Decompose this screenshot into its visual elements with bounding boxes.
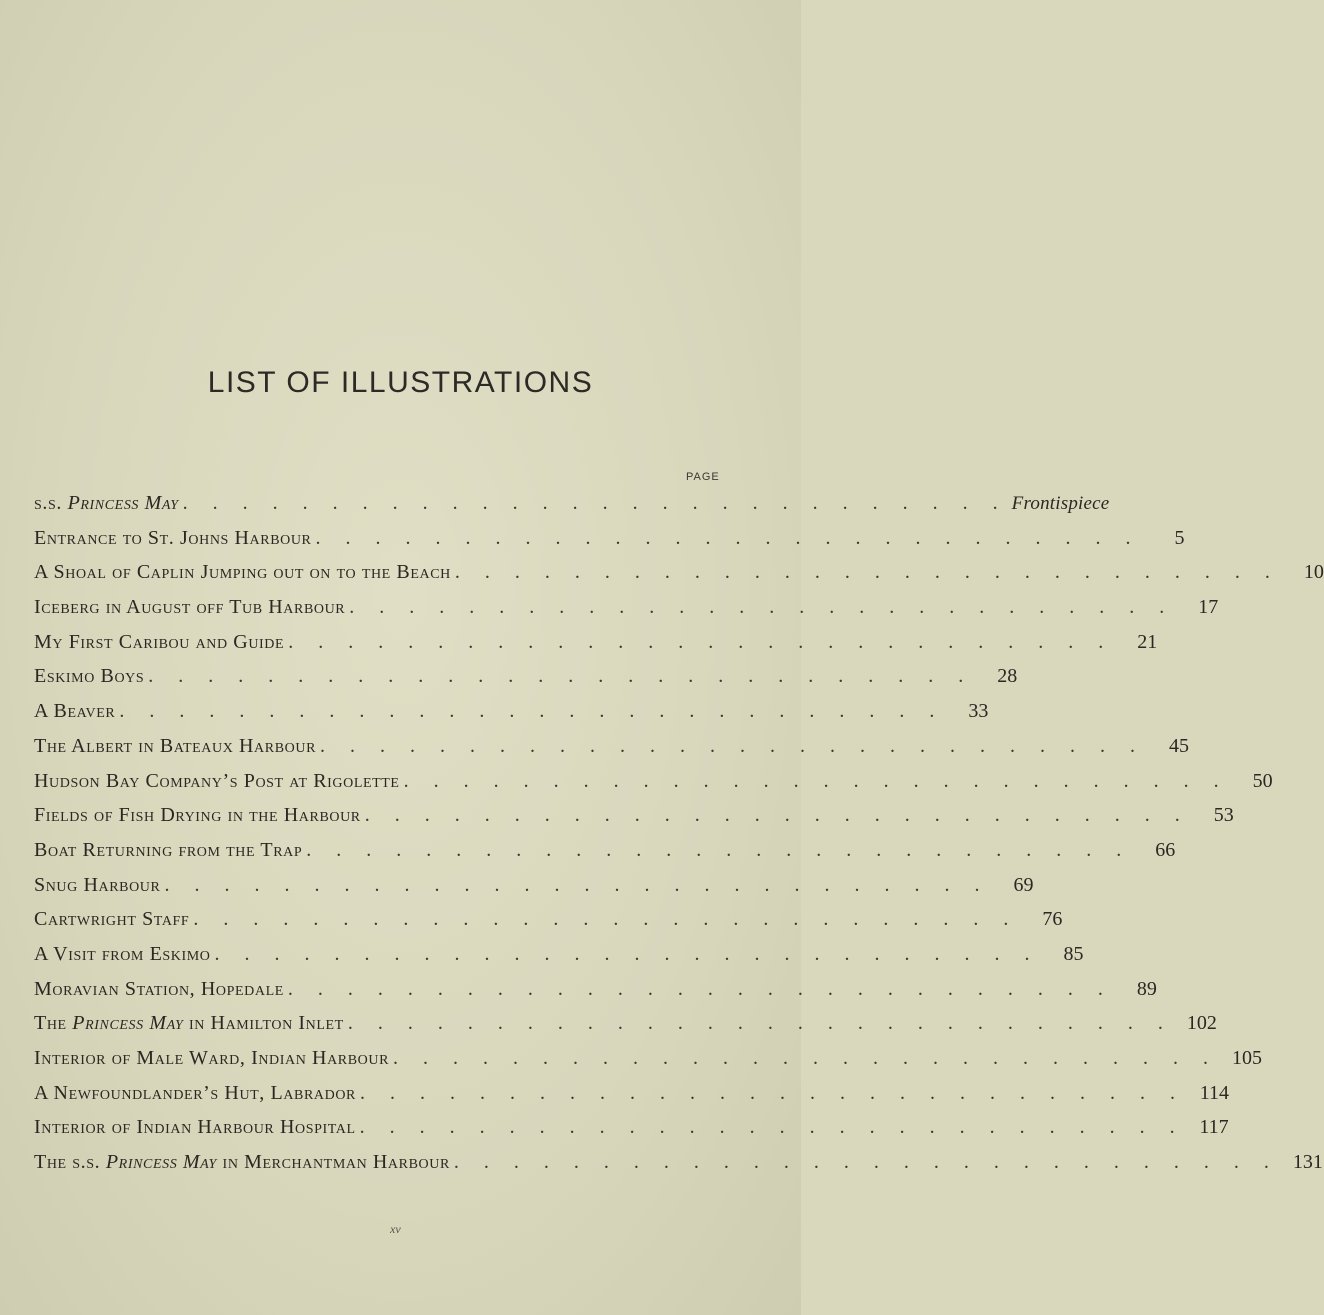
dot-leader: . . . . . . . . . . . . . . . . . . . . . . . . . . . . xyxy=(315,526,1141,549)
page-number: 33 xyxy=(968,700,989,723)
caption: A Beaver xyxy=(34,700,116,723)
dot-leader: . . . . . . . . . . . . . . . . . . . . . . . . . . . . xyxy=(454,561,1280,584)
dot-leader: . . . . . . . . . . . . . . . . . . . . . . . . . . . . xyxy=(453,1151,1279,1174)
list-item xyxy=(34,833,1176,868)
page-number: 131 xyxy=(1292,1151,1323,1174)
caption: A Shoal of Caplin Jumping out on to the Beach xyxy=(34,561,451,584)
list-item xyxy=(34,521,1185,556)
page-number: 5 xyxy=(1174,526,1185,549)
list-item xyxy=(34,590,1219,625)
page-column-header: PAGE xyxy=(686,471,720,483)
dot-leader: . . . . . . . . . . . . . . . . . . . . . . . . . . . . xyxy=(306,838,1132,861)
page-number: 28 xyxy=(997,665,1018,688)
caption: A Visit from Eskimo xyxy=(34,942,211,965)
list-item xyxy=(34,659,1018,694)
caption: The Princess May in Hamilton Inlet xyxy=(34,1012,344,1035)
list-item xyxy=(34,798,1234,833)
list-item xyxy=(34,902,1063,937)
page-number: 117 xyxy=(1199,1116,1229,1139)
dot-leader: . . . . . . . . . . . . . . . . . . . . . . . . . . . . xyxy=(182,492,1008,514)
list-item xyxy=(34,868,1034,903)
page-number: 53 xyxy=(1213,804,1234,827)
dot-leader: . . . . . . . . . . . . . . . . . . . . . . . . . . . . xyxy=(393,1047,1219,1069)
list-item xyxy=(34,937,1084,972)
page-number: 102 xyxy=(1186,1012,1217,1035)
caption: The s.s. Princess May in Merchantman Harbour xyxy=(34,1151,450,1174)
caption: Interior of Indian Harbour Hospital xyxy=(34,1116,356,1139)
dot-leader: . . . . . . . . . . . . . . . . . . . . . . . . . . . . xyxy=(349,596,1175,619)
dot-leader: . . . . . . . . . . . . . . . . . . . . . . . . . . . . xyxy=(287,977,1113,1000)
list-item xyxy=(34,1145,1323,1180)
caption: A Newfoundlander’s Hut, Labrador xyxy=(34,1081,356,1104)
caption: The Albert in Bateaux Harbour xyxy=(34,734,317,757)
caption: Snug Harbour xyxy=(34,873,161,896)
dot-leader: . . . . . . . . . . . . . . . . . . . . . . . . . . . . xyxy=(214,942,1040,965)
caption: Interior of Male Ward, Indian Harbour xyxy=(34,1047,390,1069)
illustrations-list xyxy=(34,486,1324,1180)
caption: Entrance to St. Johns Harbour xyxy=(34,526,312,549)
list-item xyxy=(34,555,1324,590)
dot-leader: . . . . . . . . . . . . . . . . . . . . . . . . . . . . xyxy=(164,873,990,896)
caption: Moravian Station, Hopedale xyxy=(34,977,284,1000)
caption: Cartwright Staff xyxy=(34,908,190,931)
list-item xyxy=(34,694,989,729)
list-item xyxy=(34,972,1157,1007)
list-item xyxy=(34,764,1273,799)
dot-leader: . . . . . . . . . . . . . . . . . . . . . . . . . . . . xyxy=(347,1012,1173,1035)
list-item xyxy=(34,729,1190,764)
page-number: 69 xyxy=(1013,873,1034,896)
page-number: 105 xyxy=(1232,1047,1263,1069)
list-item xyxy=(34,1110,1229,1145)
page-number: 76 xyxy=(1042,908,1063,931)
page-title: LIST OF ILLUSTRATIONS xyxy=(207,366,594,399)
page-number: 17 xyxy=(1198,596,1219,619)
dot-leader: . . . . . . . . . . . . . . . . . . . . . . . . . . . . xyxy=(288,630,1114,653)
caption: Hudson Bay Company’s Post at Rigolette xyxy=(34,769,400,792)
dot-leader: . . . . . . . . . . . . . . . . . . . . . . . . . . . . xyxy=(359,1116,1185,1139)
list-item xyxy=(34,1041,1263,1076)
dot-leader: . . . . . . . . . . . . . . . . . . . . . . . . . . . . xyxy=(193,908,1019,931)
page-number: 66 xyxy=(1155,838,1176,861)
page-number: 85 xyxy=(1063,942,1084,965)
page-number: 21 xyxy=(1137,630,1158,653)
page-number: 89 xyxy=(1136,977,1157,1000)
dot-leader: . . . . . . . . . . . . . . . . . . . . . . . . . . . . xyxy=(148,665,974,688)
dot-leader: . . . . . . . . . . . . . . . . . . . . . . . . . . . . xyxy=(403,769,1229,792)
list-item: s.s. Princess May . . . . . . . . . . . . . . . . . . . . . . . . . . . . Frontispiece xyxy=(34,486,786,521)
page-number: 45 xyxy=(1169,734,1190,757)
list-item xyxy=(34,1076,1229,1111)
page-number: 50 xyxy=(1252,769,1273,792)
caption: Boat Returning from the Trap xyxy=(34,838,303,861)
caption: Eskimo Boys xyxy=(34,665,145,688)
folio: xv xyxy=(390,1222,401,1236)
dot-leader: . . . . . . . . . . . . . . . . . . . . . . . . . . . . xyxy=(359,1081,1185,1104)
page-number: 10 xyxy=(1303,561,1324,584)
dot-leader: . . . . . . . . . . . . . . . . . . . . . . . . . . . . xyxy=(320,734,1146,757)
list-item xyxy=(34,1006,1217,1041)
list-item xyxy=(34,625,1158,660)
dot-leader: . . . . . . . . . . . . . . . . . . . . . . . . . . . . xyxy=(364,804,1190,827)
caption: My First Caribou and Guide xyxy=(34,630,285,653)
dot-leader: . . . . . . . . . . . . . . . . . . . . . . . . . . . . xyxy=(119,700,945,723)
page-number: 114 xyxy=(1199,1081,1229,1104)
caption: Iceberg in August off Tub Harbour xyxy=(34,596,346,619)
caption: s.s. Princess May xyxy=(34,492,179,514)
caption: Fields of Fish Drying in the Harbour xyxy=(34,804,361,827)
